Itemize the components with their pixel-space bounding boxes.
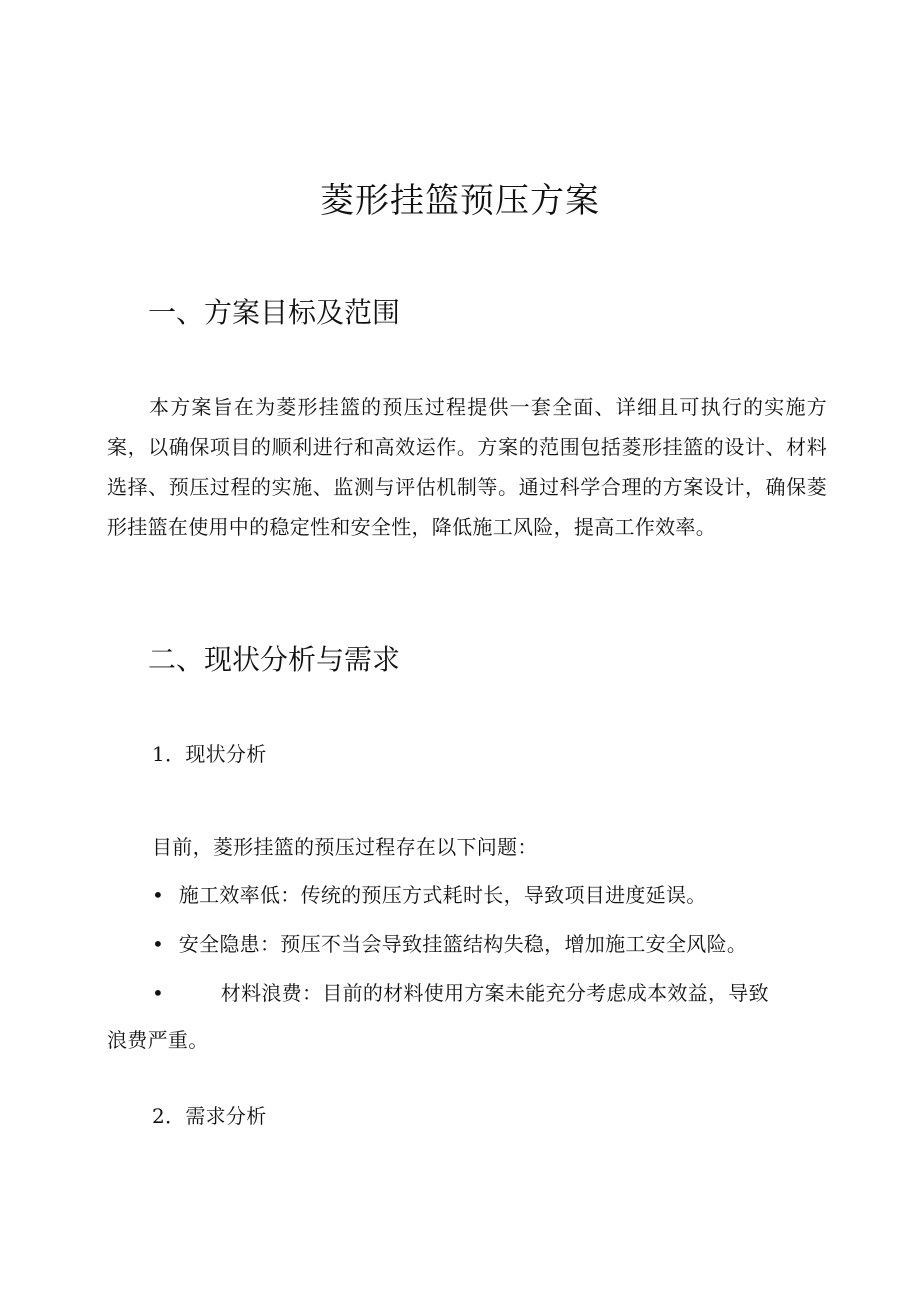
document-title: 菱形挂篮预压方案 <box>320 181 600 221</box>
subheading-needs-analysis: 2．需求分析 <box>152 1104 267 1128</box>
bullet-icon: • <box>152 932 165 956</box>
problems-intro: 目前，菱形挂篮的预压过程存在以下问题： <box>152 835 538 859</box>
subheading-current-analysis: 1．现状分析 <box>152 742 267 766</box>
bullet-item <box>152 929 747 959</box>
section-heading-1: 一、方案目标及范围 <box>148 296 401 329</box>
bullet-text: 施工效率低：传统的预压方式耗时长，导致项目进度延误。 <box>178 883 707 907</box>
bullet-item <box>152 880 707 910</box>
section-1-paragraph: 本方案旨在为菱形挂篮的预压过程提供一套全面、详细且可执行的实施方案，以确保项目的顺利进行和高效运作。方案的范围包括菱形挂篮的设计、材料选择、预压过程的实施、监测与评估机制等。通过科学合理的方案设计，确保菱形挂篮在使用中的稳定性和安全性，降低施工风险，提高工作效率。 <box>107 395 827 539</box>
bullet-item <box>152 978 769 1008</box>
bullet-text: 材料浪费：目前的材料使用方案未能充分考虑成本效益，导致 <box>220 981 769 1005</box>
section-heading-2: 二、现状分析与需求 <box>148 643 401 676</box>
bullet-icon: • <box>152 883 165 907</box>
bullet-continuation: 浪费严重。 <box>107 1028 209 1052</box>
bullet-icon: • <box>152 981 165 1005</box>
bullet-text: 安全隐患：预压不当会导致挂篮结构失稳，增加施工安全风险。 <box>178 932 748 956</box>
